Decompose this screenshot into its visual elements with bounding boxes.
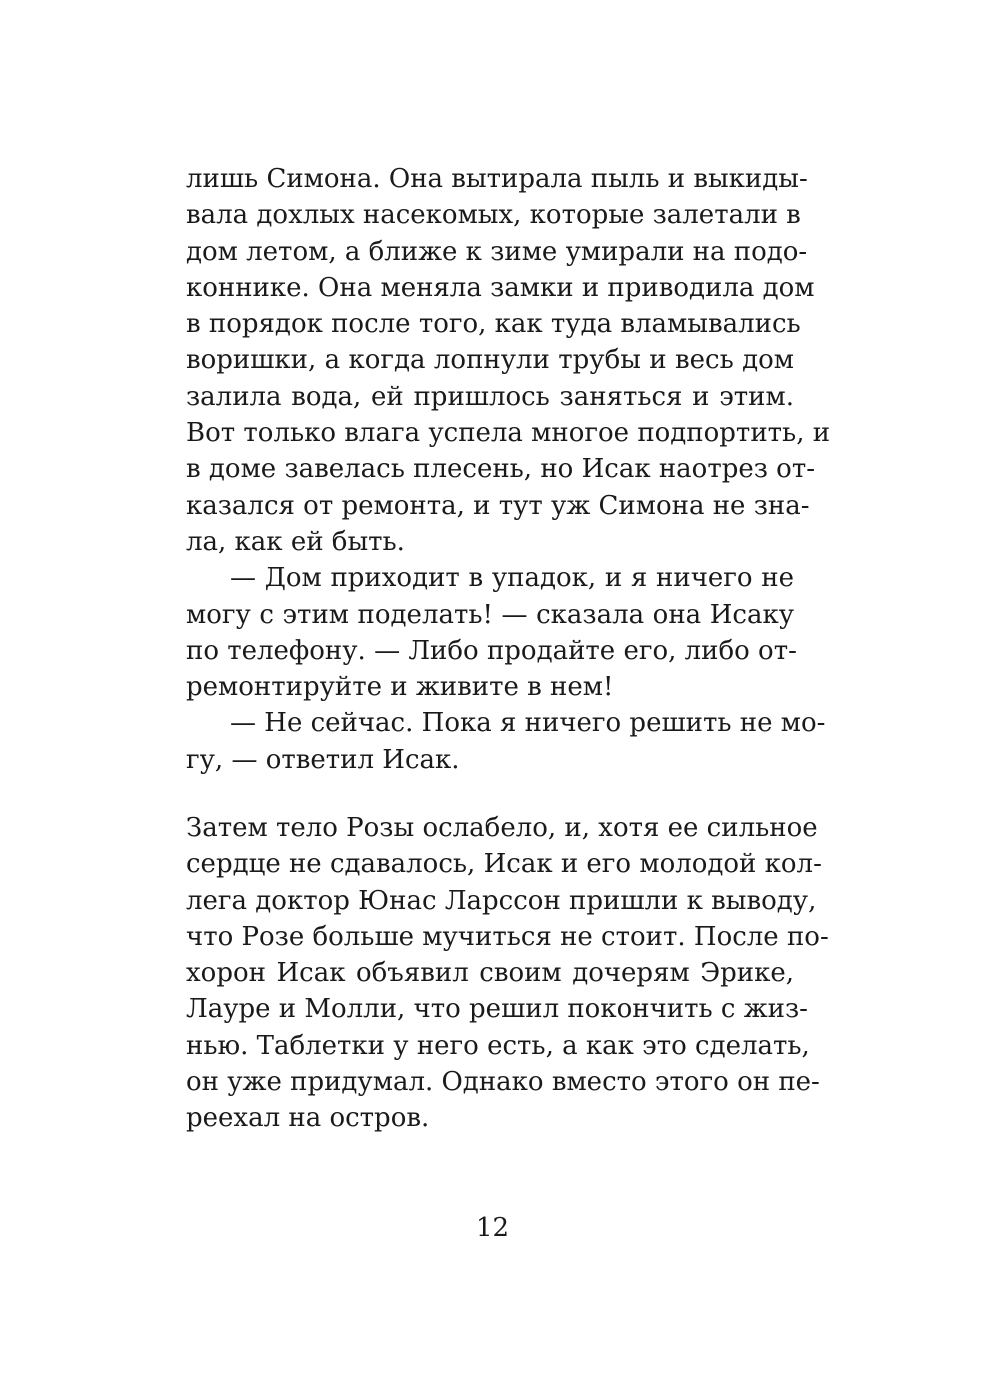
text-line: хорон Исак объявил своим дочерям Эрике, xyxy=(186,958,794,989)
text-line: вала дохлых насекомых, которые залетали в xyxy=(186,200,801,231)
text-line: реехал на остров. xyxy=(186,1103,430,1134)
text-line: ла, как ей быть. xyxy=(186,526,405,557)
text-line: могу с этим поделать! — сказала она Исаку xyxy=(186,599,794,630)
text-line: нью. Таблетки у него есть, а как это сделать, xyxy=(186,1030,810,1061)
text-line: что Розе больше мучиться не стоит. После по- xyxy=(186,921,829,952)
text-line: он уже придумал. Однако вместо этого он пе- xyxy=(186,1067,820,1098)
text-line: лишь Симона. Она вытирала пыль и выкиды- xyxy=(186,164,808,194)
text-line: Вот только влага успела многое подпортить, и xyxy=(186,418,831,449)
text-line: воришки, а когда лопнули трубы и весь дом xyxy=(186,345,794,376)
text-line: в доме завелась плесень, но Исак наотрез от- xyxy=(186,454,816,485)
text-line: гу, — ответил Исак. xyxy=(186,744,460,775)
paragraph-block-1 xyxy=(186,161,831,778)
text-line: коннике. Она меняла замки и приводила дом xyxy=(186,272,815,303)
text-line: по телефону. — Либо продайте его, либо от- xyxy=(186,635,797,666)
text-line: Затем тело Розы ослабело, и, хотя ее сильное xyxy=(186,813,818,843)
dialogue-line: — Не сейчас. Пока я ничего решить не мо- xyxy=(230,708,826,739)
text-line: дом летом, а ближе к зиме умирали на подо- xyxy=(186,236,808,267)
page-number: 12 xyxy=(475,1213,510,1243)
text-line: Лауре и Молли, что решил покончить с жиз- xyxy=(186,994,808,1025)
text-line: ремонтируйте и живите в нем! xyxy=(186,672,614,703)
text-line: в порядок после того, как туда вламывались xyxy=(186,309,801,340)
dialogue-line: — Дом приходит в упадок, и я ничего не xyxy=(230,563,794,594)
text-line: лега доктор Юнас Ларссон пришли к выводу, xyxy=(186,885,817,916)
text-line: залила вода, ей пришлось заняться и этим. xyxy=(186,381,794,412)
paragraph-block-2 xyxy=(186,810,829,1137)
text-line: казался от ремонта, и тут уж Симона не зна- xyxy=(186,490,810,521)
text-line: сердце не сдавалось, Исак и его молодой кол- xyxy=(186,849,822,880)
